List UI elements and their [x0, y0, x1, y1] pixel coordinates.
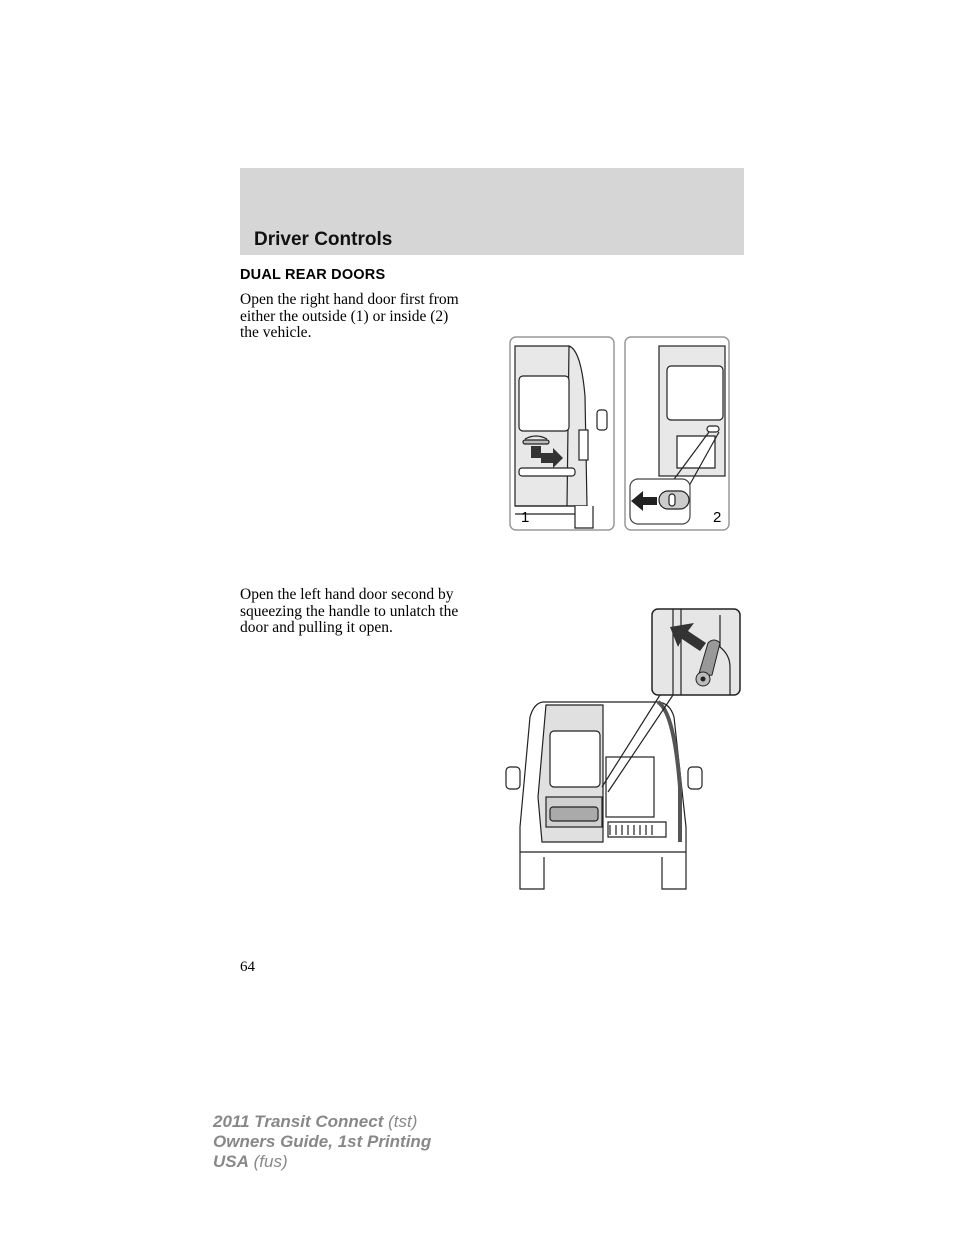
section-heading: DUAL REAR DOORS — [240, 267, 386, 283]
footer-market-code: (fus) — [253, 1152, 288, 1171]
left-door-handle-illustration — [498, 607, 744, 897]
rear-door-opening-illustration — [509, 336, 733, 532]
paragraph-right-door — [240, 292, 492, 342]
figure-label-2: 2 — [713, 509, 722, 526]
paragraph-left-door — [240, 587, 492, 637]
van-rear-open-door-drawing — [506, 695, 702, 889]
page-number: 64 — [240, 959, 255, 975]
section-header-title: Driver Controls — [254, 229, 393, 250]
footer-model: 2011 Transit Connect — [213, 1112, 384, 1131]
handle-detail-inset — [652, 609, 740, 695]
paragraph-line: Open the right hand door first from — [240, 291, 459, 308]
footer-model-code: (tst) — [388, 1112, 418, 1131]
section-header-band — [240, 168, 744, 255]
footer-market: USA — [213, 1152, 249, 1171]
paragraph-line: Open the left hand door second by — [240, 586, 454, 603]
paragraph-line: door and pulling it open. — [240, 619, 393, 636]
footer-line — [213, 1112, 431, 1132]
paragraph-line: either the outside (1) or inside (2) — [240, 307, 449, 325]
footer-line — [213, 1152, 431, 1172]
document-footer — [213, 1112, 431, 1172]
footer-line — [213, 1132, 431, 1152]
footer-edition: Owners Guide, 1st Printing — [213, 1132, 432, 1151]
figure-label-1: 1 — [521, 509, 530, 526]
paragraph-line: squeezing the handle to unlatch the — [240, 602, 459, 620]
paragraph-line: the vehicle. — [240, 324, 312, 341]
